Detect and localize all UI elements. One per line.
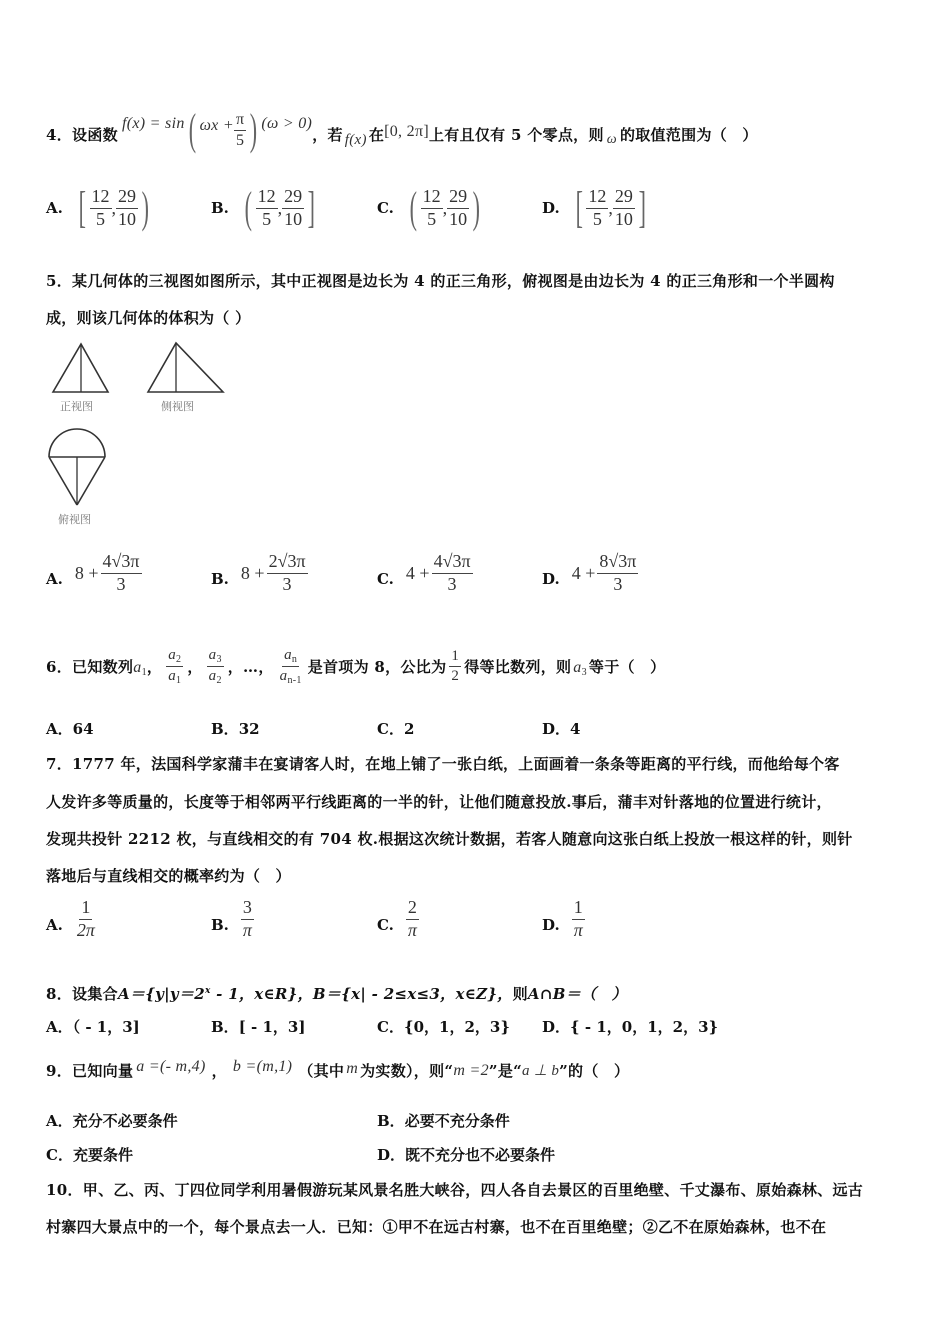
three-view-diagram: [44, 340, 234, 530]
question-text: 上有且仅有 5 个零点，则: [428, 125, 604, 144]
question-7-line-2: 人发许多等质量的，长度等于相邻两平行线距离的一半的针，让他们随意投放.事后，蒲丰对针落地的位置进行统计，: [46, 793, 832, 811]
option-d[interactable]: D．4: [542, 720, 581, 738]
option-c[interactable]: C. 4 + $\frac{4√3\pi}{3}$: [377, 551, 471, 594]
question-number: 8．: [46, 985, 73, 1003]
option-d[interactable]: D．既不充分也不必要条件: [377, 1146, 556, 1164]
question-text: ”的（ ）: [559, 1062, 630, 1080]
question-8-stem: [46, 983, 627, 1004]
set-a: $A=\{y|y=2^x - 1$，x∈R}，: [117, 985, 313, 1003]
formula-omega: ω: [606, 132, 617, 147]
question-4-options: [46, 183, 686, 236]
question-text: 得等比数列，则: [464, 657, 572, 676]
question-text: 已知向量: [72, 1062, 134, 1080]
question-number: 4．: [46, 125, 73, 144]
question-9-stem: [46, 1057, 630, 1081]
intersection-expression: A∩B＝（ ）: [527, 985, 627, 1003]
fraction-one-half: $\frac{1}{2}$: [451, 648, 460, 684]
question-5-line-1: 5．某几何体的三视图如图所示，其中正视图是边长为 4 的正三角形，俯视图是由边长为 4 的正三角形和一个半圆构: [46, 272, 835, 290]
option-d[interactable]: D. $\frac{1}{\pi}$: [542, 897, 583, 940]
question-5-options: [46, 552, 686, 607]
separator: ，: [146, 657, 163, 676]
question-7-line-1: 7．1777 年，法国科学家蒲丰在宴请客人时，在地上铺了一张白纸，上面画着一条条等距离的平行线，而他给每个客: [46, 755, 840, 773]
fraction-an-an-1: $\frac{a_n}{a_{n-1}}$: [279, 646, 302, 686]
formula-fx-inline: f(x): [344, 131, 367, 148]
option-d[interactable]: D．{ - 1，0，1，2，3}: [542, 1018, 719, 1036]
question-text: 在: [368, 125, 385, 144]
option-a[interactable]: A. 8 + $\frac{4√3\pi}{3}$: [46, 551, 140, 594]
paren-left: (: [188, 105, 196, 154]
option-a[interactable]: A. $\frac{1}{2\pi}$: [46, 897, 95, 940]
question-9-options: [46, 1110, 746, 1170]
question-text: 等于（ ）: [588, 657, 666, 676]
separator: ，: [187, 657, 203, 676]
option-a[interactable]: A．（ - 1，3]: [46, 1018, 140, 1036]
term-a1: $a_1$: [133, 658, 147, 678]
option-a[interactable]: A. [ $\frac{12}{5}$ , $\frac{29}{10}$ ): [46, 183, 150, 232]
condition-m-equals-2: m =2: [453, 1061, 489, 1079]
option-c[interactable]: C．2: [377, 720, 415, 738]
term-a3: $a_3$: [573, 658, 587, 678]
front-view-caption: 正视图: [60, 400, 93, 413]
three-view-figure: [44, 340, 234, 530]
question-7-line-3: 发现共投针 2212 枚，与直线相交的有 704 枚.根据这次统计数据，若客人随意向这张白纸上投放一根这样的针，则针: [46, 830, 853, 848]
formula-interval: [0, 2π]: [384, 123, 429, 140]
variable-m: m: [346, 1059, 359, 1077]
option-c[interactable]: C. ( $\frac{12}{5}$ , $\frac{29}{10}$ ): [377, 183, 481, 232]
option-b[interactable]: B. $\frac{3}{\pi}$: [211, 897, 252, 940]
option-a[interactable]: A．充分不必要条件: [46, 1112, 178, 1130]
vector-b: b =(m,1): [232, 1057, 293, 1075]
set-b: B＝{x| - 2≤x≤3，x∈Z}，: [312, 985, 513, 1003]
question-text: 的取值范围为（ ）: [619, 125, 758, 144]
formula-fx: f(x) = sin: [121, 115, 185, 132]
separator: ，: [211, 1062, 227, 1080]
question-text: 则: [512, 985, 528, 1003]
option-c[interactable]: C．{0，1，2，3}: [377, 1018, 510, 1036]
option-b[interactable]: B. 8 + $\frac{2√3\pi}{3}$: [211, 551, 306, 594]
formula-condition: (ω > 0): [261, 115, 313, 132]
question-text: 已知数列: [72, 657, 134, 676]
question-6-stem: [46, 636, 665, 696]
option-b[interactable]: B. ( $\frac{12}{5}$ , $\frac{29}{10}$ ]: [211, 183, 316, 232]
question-text: （其中: [298, 1062, 345, 1080]
question-6-options: [46, 718, 686, 740]
option-c[interactable]: C. $\frac{2}{\pi}$: [377, 897, 417, 940]
question-8-options: [46, 1016, 746, 1038]
fraction-a3-a2: $\frac{a_3}{a_2}$: [208, 646, 222, 686]
top-view-caption: 俯视图: [58, 513, 91, 526]
question-number: 9．: [46, 1062, 73, 1080]
side-view-caption: 侧视图: [161, 400, 194, 413]
option-a[interactable]: A．64: [46, 720, 94, 738]
option-b[interactable]: B．必要不充分条件: [377, 1112, 510, 1130]
option-b[interactable]: B．32: [211, 720, 260, 738]
question-text: ”是“: [488, 1062, 523, 1080]
condition-a-perp-b: a ⊥ b: [522, 1063, 560, 1079]
vector-a: a =(- m,4): [136, 1057, 206, 1075]
question-text: 是首项为 8，公比为: [307, 657, 447, 676]
option-c[interactable]: C．充要条件: [46, 1146, 133, 1164]
fraction-a2-a1: $\frac{a_2}{a_1}$: [168, 646, 182, 686]
paren-right: ): [250, 105, 258, 154]
question-5-line-2: 成，则该几何体的体积为（ ）: [46, 309, 251, 327]
question-text: 设集合: [72, 985, 118, 1003]
question-text: 设函数: [72, 125, 118, 144]
fraction-pi-5: $\frac{\pi}{5}$: [235, 110, 245, 149]
formula-inner: ωx +: [199, 117, 234, 134]
question-text: 为实数），则“: [360, 1062, 454, 1080]
question-number: 6．: [46, 657, 73, 676]
option-d[interactable]: D. 4 + $\frac{8√3\pi}{3}$: [542, 551, 637, 594]
question-7-line-4: 落地后与直线相交的概率约为（ ）: [46, 867, 291, 885]
option-d[interactable]: D. [ $\frac{12}{5}$ , $\frac{29}{10}$ ]: [542, 183, 646, 232]
question-10-line-1: 10．甲、乙、丙、丁四位同学利用暑假游玩某风景名胜大峡谷，四人各自去景区的百里绝壁、千丈瀑布、原始森林、远古: [46, 1181, 864, 1199]
question-10-line-2: 村寨四大景点中的一个，每个景点去一人．已知：①甲不在远古村寨，也不在百里绝壁；②乙不在原始森林，也不在: [46, 1218, 827, 1236]
option-b[interactable]: B．[ - 1，3]: [211, 1018, 306, 1036]
question-text: ，若: [312, 125, 343, 144]
ellipsis: ，…，: [227, 657, 274, 676]
question-7-options: [46, 898, 686, 948]
question-4-stem: [46, 105, 758, 156]
